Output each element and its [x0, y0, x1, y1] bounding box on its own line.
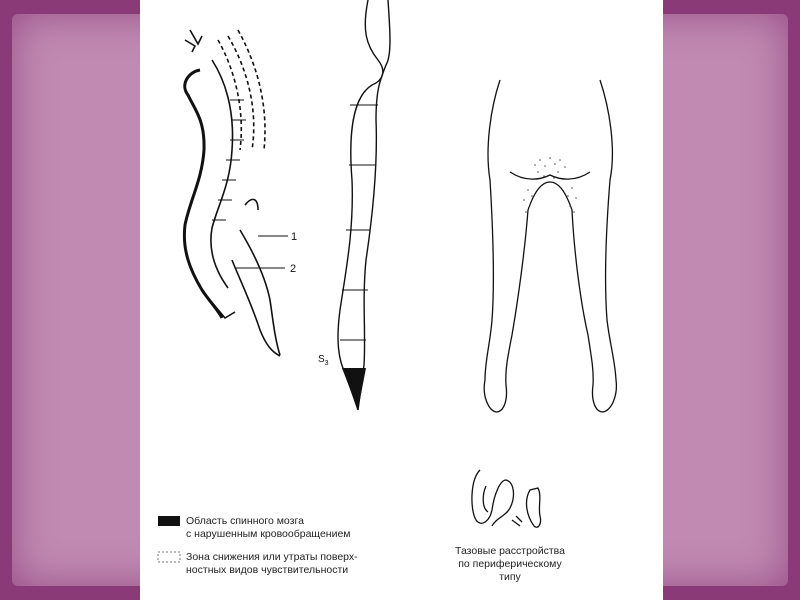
legend-filled-label — [186, 515, 351, 541]
legend-dotted-swatch — [158, 552, 180, 562]
legend-dotted-line2: ностных видов чувствительности — [186, 564, 349, 576]
lower-body-drawing — [484, 80, 616, 412]
legend-filled-line2: с нарушенным кровообращением — [186, 528, 351, 540]
figure-panel — [140, 0, 663, 600]
spine-section-drawing — [184, 30, 288, 356]
pointer-label-2: 2 — [290, 263, 297, 275]
caption-line3: типу — [499, 571, 521, 583]
segment-label: $S_3$ — [318, 354, 329, 367]
sensory-loss-stipple — [523, 157, 577, 213]
legend-dotted-line1: Зона снижения или утраты поверх- — [186, 551, 358, 563]
caption-line2: по периферическому — [458, 558, 562, 570]
figure-illustration — [140, 0, 663, 600]
spinal-cord-schematic — [338, 0, 390, 410]
legend-dotted-label — [186, 551, 358, 577]
pelvic-organs-drawing — [472, 470, 541, 527]
ischemic-segment-fill — [342, 368, 366, 410]
legend-filled-line1: Область спинного мозга — [186, 515, 304, 527]
caption-line1: Тазовые расстройства — [455, 545, 565, 557]
legend-filled-swatch — [158, 516, 180, 526]
pelvic-caption — [440, 545, 580, 584]
pointer-label-1: 1 — [291, 231, 298, 243]
